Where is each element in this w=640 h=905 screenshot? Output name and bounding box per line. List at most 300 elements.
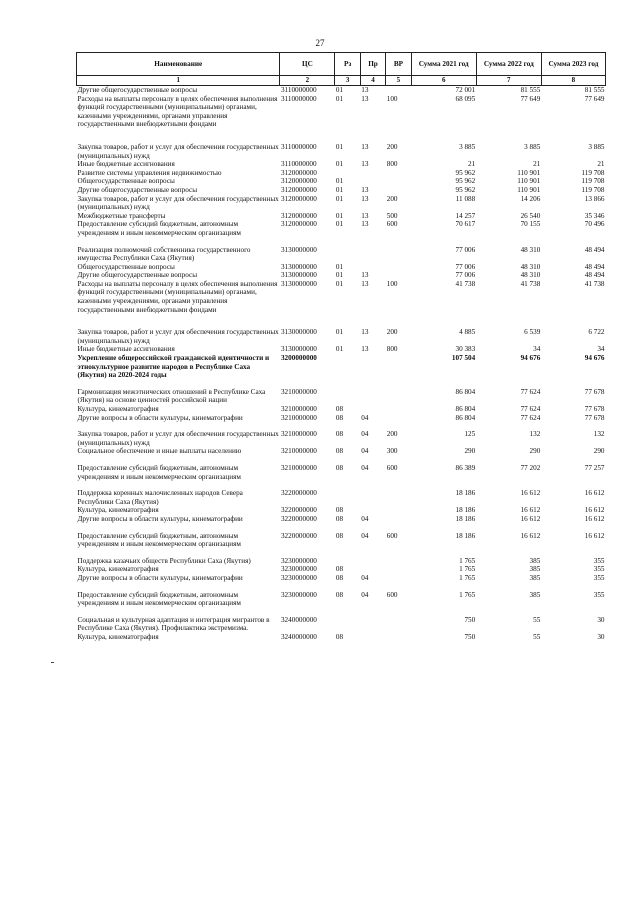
row-name: Культура, кинематография: [77, 506, 159, 515]
row-pr: 04: [361, 430, 369, 439]
row-sum-2022: 6 539: [524, 328, 541, 337]
row-rz: 01: [335, 262, 344, 271]
column-number: 6: [411, 76, 476, 86]
row-vr: [386, 506, 411, 515]
row-vr: [386, 574, 411, 583]
table-row: [77, 177, 606, 186]
table-row: [77, 633, 606, 642]
row-sum-2022: 110 901: [517, 177, 541, 186]
row-pr: 13: [361, 279, 369, 288]
row-name: Закупка товаров, работ и услуг для обеспечения государственных (муниципальных) нужд: [77, 194, 279, 212]
row-sum-2023: 290: [593, 447, 605, 456]
row-sum-2023: 16 612: [584, 506, 605, 515]
table-row: [77, 280, 606, 314]
row-name: Предоставление субсидий бюджетным, автономным учреждениям и иным некоммерческим организациям: [77, 463, 241, 481]
row-vr: [386, 169, 411, 178]
row-sum-2023: 119 708: [581, 177, 605, 186]
row-sum-2022: 94 676: [520, 354, 541, 363]
row-pr: [360, 565, 385, 574]
row-pr: 13: [361, 271, 369, 280]
row-pr: 13: [361, 211, 369, 220]
row-vr: [386, 633, 411, 642]
row-cs: 3120000000: [280, 211, 317, 220]
row-rz: 08: [335, 413, 344, 422]
row-rz: 01: [335, 279, 344, 288]
row-name: Межбюджетные трансферты: [77, 211, 166, 220]
row-vr: 100: [386, 279, 398, 288]
row-pr: [360, 246, 385, 263]
row-name: Гармонизация межэтнических отношений в Республике Саха (Якутия) на основе ценностей российской нации: [77, 387, 266, 405]
row-name: Расходы на выплаты персоналу в целях обеспечения выполнения функций государственными (муниципальными) органами, казенными учреждениями, органами управления государственными внебюджетными фондами: [77, 279, 278, 314]
table-row: [77, 557, 606, 566]
row-rz: 01: [335, 345, 344, 354]
row-pr: 04: [361, 590, 369, 599]
row-name: Социальное обеспечение и иные выплаты населению: [77, 447, 242, 456]
row-rz: [335, 616, 360, 633]
row-vr: [386, 405, 411, 414]
row-sum-2022: 77 624: [520, 413, 541, 422]
row-sum-2023: 13 866: [584, 194, 605, 203]
row-sum-2021: 95 962: [455, 185, 476, 194]
row-pr: [360, 263, 385, 272]
row-vr: [386, 414, 411, 423]
row-sum-2022: 77 624: [520, 387, 541, 396]
row-rz: 01: [335, 328, 344, 337]
row-vr: [386, 177, 411, 186]
row-cs: 3220000000: [280, 531, 317, 540]
row-sum-2022: 16 612: [520, 514, 541, 523]
row-pr: [360, 633, 385, 642]
row-cs: 3220000000: [280, 489, 317, 498]
row-name: Другие общегосударственные вопросы: [77, 86, 198, 94]
table-body: [77, 86, 606, 642]
row-sum-2023: 77 678: [584, 413, 605, 422]
row-sum-2022: 14 206: [520, 194, 541, 203]
row-rz: 01: [335, 271, 344, 280]
table-row: [77, 328, 606, 345]
row-name: Культура, кинематография: [77, 632, 159, 641]
row-sum-2021: 18 186: [455, 506, 476, 515]
table-row: [77, 220, 606, 237]
row-cs: 3220000000: [280, 514, 317, 523]
row-pr: [360, 616, 385, 633]
row-name: Закупка товаров, работ и услуг для обеспечения государственных (муниципальных) нужд: [77, 142, 279, 160]
row-vr: 100: [386, 94, 398, 103]
row-rz: 08: [335, 506, 344, 515]
row-rz: 08: [335, 565, 344, 574]
row-cs: 3210000000: [280, 387, 317, 396]
row-sum-2023: 77 257: [584, 463, 605, 472]
row-sum-2021: 11 088: [455, 194, 476, 203]
row-pr: [360, 405, 385, 414]
table-row: [77, 186, 606, 195]
row-name: Общегосударственные вопросы: [77, 262, 175, 271]
row-pr: 04: [361, 573, 369, 582]
row-cs: 3120000000: [280, 185, 317, 194]
row-vr: 600: [386, 531, 398, 540]
row-sum-2022: 132: [529, 430, 541, 439]
row-sum-2023: 132: [593, 430, 605, 439]
row-sum-2022: 3 885: [524, 142, 541, 151]
row-cs: 3240000000: [280, 632, 317, 641]
row-spacer: [77, 238, 606, 246]
row-sum-2021: 1 765: [459, 556, 476, 565]
row-sum-2023: 41 738: [584, 279, 605, 288]
row-sum-2023: 48 494: [584, 262, 605, 271]
row-sum-2022: 77 624: [520, 405, 541, 413]
row-pr: 04: [361, 463, 369, 472]
row-sum-2022: 21: [533, 160, 541, 169]
row-sum-2021: 21: [468, 160, 476, 169]
table-row: [77, 447, 606, 456]
header-sum-2022: Сумма 2022 год: [476, 53, 541, 76]
table-row: [77, 616, 606, 633]
column-number-row: [77, 76, 606, 86]
row-pr: 04: [361, 413, 369, 422]
row-rz: [335, 388, 360, 405]
row-vr: 200: [386, 328, 398, 337]
table-row: [77, 565, 606, 574]
row-sum-2023: 355: [593, 556, 605, 565]
row-sum-2023: 16 612: [584, 531, 605, 540]
row-vr: [386, 557, 411, 566]
row-rz: 01: [335, 185, 344, 194]
row-cs: 3110000000: [280, 94, 317, 103]
row-sum-2022: 385: [529, 565, 541, 574]
row-spacer: [77, 549, 606, 557]
row-vr: [386, 263, 411, 272]
row-rz: 08: [335, 632, 344, 641]
row-sum-2022: 81 555: [520, 86, 541, 94]
row-vr: [386, 515, 411, 524]
row-vr: [386, 616, 411, 633]
row-spacer: [77, 422, 606, 430]
row-pr: 13: [361, 345, 369, 354]
row-cs: 3110000000: [280, 160, 317, 169]
row-name: Предоставление субсидий бюджетным, автономным учреждениям и иным некоммерческим организациям: [77, 531, 241, 549]
table-row: [77, 212, 606, 221]
table-row: [77, 506, 606, 515]
table-row: [77, 574, 606, 583]
row-sum-2022: 16 612: [520, 489, 541, 498]
row-sum-2023: 81 555: [584, 86, 605, 94]
row-name: Культура, кинематография: [77, 565, 159, 574]
row-pr: 13: [361, 160, 369, 169]
row-cs: 3120000000: [280, 194, 317, 203]
row-sum-2021: 77 006: [455, 245, 476, 254]
header-name: Наименование: [77, 53, 280, 76]
row-cs: 3230000000: [280, 565, 317, 574]
row-pr: 13: [361, 86, 369, 94]
row-cs: 3110000000: [280, 86, 317, 94]
row-sum-2022: 110 901: [517, 168, 541, 177]
row-cs: 3130000000: [280, 279, 317, 288]
table-row: [77, 591, 606, 608]
row-rz: 08: [335, 573, 344, 582]
row-sum-2022: 385: [529, 590, 541, 599]
row-vr: [386, 565, 411, 574]
row-pr: 13: [361, 185, 369, 194]
row-sum-2023: 77 678: [584, 405, 605, 413]
row-sum-2022: 77 649: [520, 94, 541, 103]
column-number: 5: [386, 76, 411, 86]
row-cs: 3210000000: [280, 430, 317, 439]
row-sum-2022: 48 310: [520, 262, 541, 271]
column-number: 3: [335, 76, 360, 86]
row-name: Другие общегосударственные вопросы: [77, 185, 198, 194]
row-sum-2021: 41 738: [455, 279, 476, 288]
row-sum-2021: 86 804: [455, 413, 476, 422]
table-row: [77, 86, 606, 95]
row-pr: [360, 169, 385, 178]
row-sum-2021: 1 765: [459, 590, 476, 599]
row-vr: [386, 86, 411, 95]
row-name: Реализация полномочий собственника государственного имущества Республики Саха (Якутия): [77, 245, 251, 263]
row-name: Иные бюджетные ассигнования: [77, 345, 175, 354]
row-sum-2022: 110 901: [517, 185, 541, 194]
row-spacer: [77, 583, 606, 591]
column-number: 7: [476, 76, 541, 86]
row-sum-2022: 55: [533, 615, 541, 624]
row-rz: 01: [335, 211, 344, 220]
row-name: Иные бюджетные ассигнования: [77, 160, 175, 169]
table-row: [77, 354, 606, 380]
table-row: [77, 143, 606, 160]
row-cs: 3120000000: [280, 168, 317, 177]
row-sum-2021: 107 504: [451, 354, 476, 363]
row-sum-2022: 34: [533, 345, 541, 354]
table-row: [77, 263, 606, 272]
row-name: Закупка товаров, работ и услуг для обеспечения государственных (муниципальных) нужд: [77, 430, 279, 447]
row-pr: 13: [361, 94, 369, 103]
row-pr: [360, 388, 385, 405]
row-sum-2023: 77 649: [584, 94, 605, 103]
row-sum-2023: 35 346: [584, 211, 605, 220]
row-sum-2022: 385: [529, 556, 541, 565]
row-pr: 04: [361, 531, 369, 540]
row-name: Развитие системы управления недвижимостью: [77, 168, 222, 177]
row-vr: 300: [386, 447, 398, 456]
row-spacer: [77, 380, 606, 388]
row-sum-2021: 1 765: [459, 573, 476, 582]
table-row: [77, 246, 606, 263]
table-row: [77, 405, 606, 414]
row-sum-2021: 290: [464, 447, 476, 456]
row-sum-2021: 18 186: [455, 531, 476, 540]
table-row: [77, 388, 606, 405]
row-rz: 08: [335, 463, 344, 472]
row-rz: [335, 246, 360, 263]
row-pr: [360, 489, 385, 506]
row-sum-2023: 34: [597, 345, 605, 354]
row-name: Общегосударственные вопросы: [77, 177, 175, 186]
row-sum-2021: 3 885: [459, 142, 476, 151]
row-sum-2023: 21: [597, 160, 605, 169]
row-spacer: [77, 314, 606, 328]
row-sum-2023: 94 676: [584, 354, 605, 363]
row-rz: 08: [335, 531, 344, 540]
row-sum-2022: 55: [533, 632, 541, 641]
row-sum-2021: 95 962: [455, 168, 476, 177]
row-rz: [335, 557, 360, 566]
row-vr: [386, 271, 411, 280]
row-spacer: [77, 608, 606, 616]
row-sum-2022: 385: [529, 573, 541, 582]
row-sum-2023: 16 612: [584, 514, 605, 523]
row-spacer: [77, 524, 606, 532]
row-sum-2022: 290: [529, 447, 541, 456]
row-vr: 200: [386, 430, 398, 439]
row-vr: 600: [386, 463, 398, 472]
row-cs: 3210000000: [280, 447, 317, 456]
row-sum-2021: 95 962: [455, 177, 476, 186]
row-rz: 01: [335, 194, 344, 203]
header-sum-2021: Сумма 2021 год: [411, 53, 476, 76]
row-rz: [335, 169, 360, 178]
header-cs: ЦС: [280, 53, 335, 76]
row-rz: 01: [335, 177, 344, 186]
row-sum-2023: 30: [597, 615, 605, 624]
page-number: 27: [315, 38, 325, 48]
row-name: Закупка товаров, работ и услуг для обеспечения государственных (муниципальных) нужд: [77, 328, 279, 345]
row-sum-2021: 4 885: [459, 328, 476, 337]
row-sum-2023: 355: [593, 573, 605, 582]
row-rz: 08: [335, 405, 344, 413]
row-pr: [360, 354, 385, 380]
row-name: Предоставление субсидий бюджетным, автономным учреждениям и иным некоммерческим организациям: [77, 220, 241, 237]
row-vr: [386, 186, 411, 195]
margin-mark: [51, 662, 54, 663]
row-rz: [335, 489, 360, 506]
row-sum-2021: 18 186: [455, 489, 476, 498]
row-vr: [386, 246, 411, 263]
row-name: Другие вопросы в области культуры, кинематографии: [77, 413, 243, 422]
row-sum-2021: 86 389: [455, 463, 476, 472]
row-rz: 01: [335, 160, 344, 169]
table-header-row: [77, 53, 606, 76]
row-sum-2021: 86 804: [455, 405, 476, 413]
row-cs: 3130000000: [280, 271, 317, 280]
row-name: Культура, кинематография: [77, 405, 159, 413]
row-sum-2022: 48 310: [520, 245, 541, 254]
row-cs: 3230000000: [280, 573, 317, 582]
table-row: [77, 271, 606, 280]
row-vr: [386, 388, 411, 405]
row-vr: 800: [386, 160, 398, 169]
row-pr: 13: [361, 142, 369, 151]
row-sum-2021: 86 804: [455, 387, 476, 396]
column-number: 8: [541, 76, 605, 86]
row-sum-2022: 70 155: [520, 220, 541, 229]
row-cs: 3210000000: [280, 463, 317, 472]
table-row: [77, 345, 606, 354]
table-row: [77, 169, 606, 178]
table-row: [77, 95, 606, 129]
row-sum-2021: 125: [464, 430, 476, 439]
row-cs: 3130000000: [280, 262, 317, 271]
table-row: [77, 515, 606, 524]
row-sum-2022: 77 202: [520, 463, 541, 472]
row-vr: 600: [386, 220, 398, 229]
row-vr: 500: [386, 211, 398, 220]
row-cs: 3200000000: [280, 354, 317, 363]
header-pr: Пр: [360, 53, 385, 76]
row-pr: [360, 506, 385, 515]
table-row: [77, 464, 606, 481]
row-pr: 13: [361, 328, 369, 337]
row-rz: 08: [335, 514, 344, 523]
row-sum-2021: 30 383: [455, 345, 476, 354]
column-number: 1: [77, 76, 280, 86]
budget-table: [76, 52, 606, 641]
row-sum-2021: 68 095: [455, 94, 476, 103]
row-vr: 200: [386, 194, 398, 203]
row-cs: 3130000000: [280, 328, 317, 337]
row-rz: 08: [335, 430, 344, 439]
row-name: Другие вопросы в области культуры, кинематографии: [77, 573, 243, 582]
row-cs: 3120000000: [280, 220, 317, 229]
row-rz: [335, 354, 360, 380]
row-sum-2022: 41 738: [520, 279, 541, 288]
row-rz: 01: [335, 142, 344, 151]
row-sum-2023: 16 612: [584, 489, 605, 498]
table-row: [77, 489, 606, 506]
row-rz: 08: [335, 447, 344, 456]
row-sum-2021: 14 257: [455, 211, 476, 220]
row-vr: [386, 354, 411, 380]
row-name: Поддержка казачьих обществ Республики Саха (Якутия): [77, 556, 251, 565]
row-name: Предоставление субсидий бюджетным, автономным учреждениям и иным некоммерческим организациям: [77, 590, 241, 608]
row-sum-2023: 355: [593, 590, 605, 599]
row-name: Укрепление общероссийской гражданской идентичности и этнокультурное развитие народов в Республике Саха (Якутия) на 2020-2024 годы: [77, 354, 270, 380]
row-pr: [360, 177, 385, 186]
row-rz: 01: [335, 86, 344, 94]
row-spacer: [77, 481, 606, 489]
row-cs: 3120000000: [280, 177, 317, 186]
header-sum-2023: Сумма 2023 год: [541, 53, 605, 76]
row-sum-2023: 77 678: [584, 387, 605, 396]
row-sum-2021: 750: [464, 632, 476, 641]
row-sum-2021: 77 006: [455, 262, 476, 271]
row-pr: [360, 557, 385, 566]
header-vr: ВР: [386, 53, 411, 76]
column-number: 2: [280, 76, 335, 86]
row-rz: 01: [335, 94, 344, 103]
row-name: Социальная и культурная адаптация и интеграция мигрантов в Республике Саха (Якутия). Профилактика экстремизма.: [77, 615, 270, 633]
row-sum-2022: 16 612: [520, 506, 541, 515]
row-sum-2023: 355: [593, 565, 605, 574]
row-cs: 3220000000: [280, 506, 317, 515]
table-row: [77, 532, 606, 549]
row-sum-2022: 16 612: [520, 531, 541, 540]
row-vr: 200: [386, 142, 398, 151]
row-sum-2023: 119 708: [581, 168, 605, 177]
row-spacer: [77, 129, 606, 143]
row-name: Другие общегосударственные вопросы: [77, 271, 198, 280]
row-cs: 3210000000: [280, 413, 317, 422]
row-name: Расходы на выплаты персоналу в целях обеспечения выполнения функций государственными (муниципальными) органами, казенными учреждениями, органами управления государственными внебюджетными фондами: [77, 94, 278, 129]
row-pr: 13: [361, 194, 369, 203]
table-row: [77, 195, 606, 212]
row-cs: 3130000000: [280, 245, 317, 254]
row-sum-2021: 18 186: [455, 514, 476, 523]
row-cs: 3130000000: [280, 345, 317, 354]
row-rz: 01: [335, 220, 344, 229]
row-pr: 13: [361, 220, 369, 229]
row-sum-2023: 6 722: [588, 328, 605, 337]
header-rz: Рз: [335, 53, 360, 76]
row-pr: 04: [361, 514, 369, 523]
